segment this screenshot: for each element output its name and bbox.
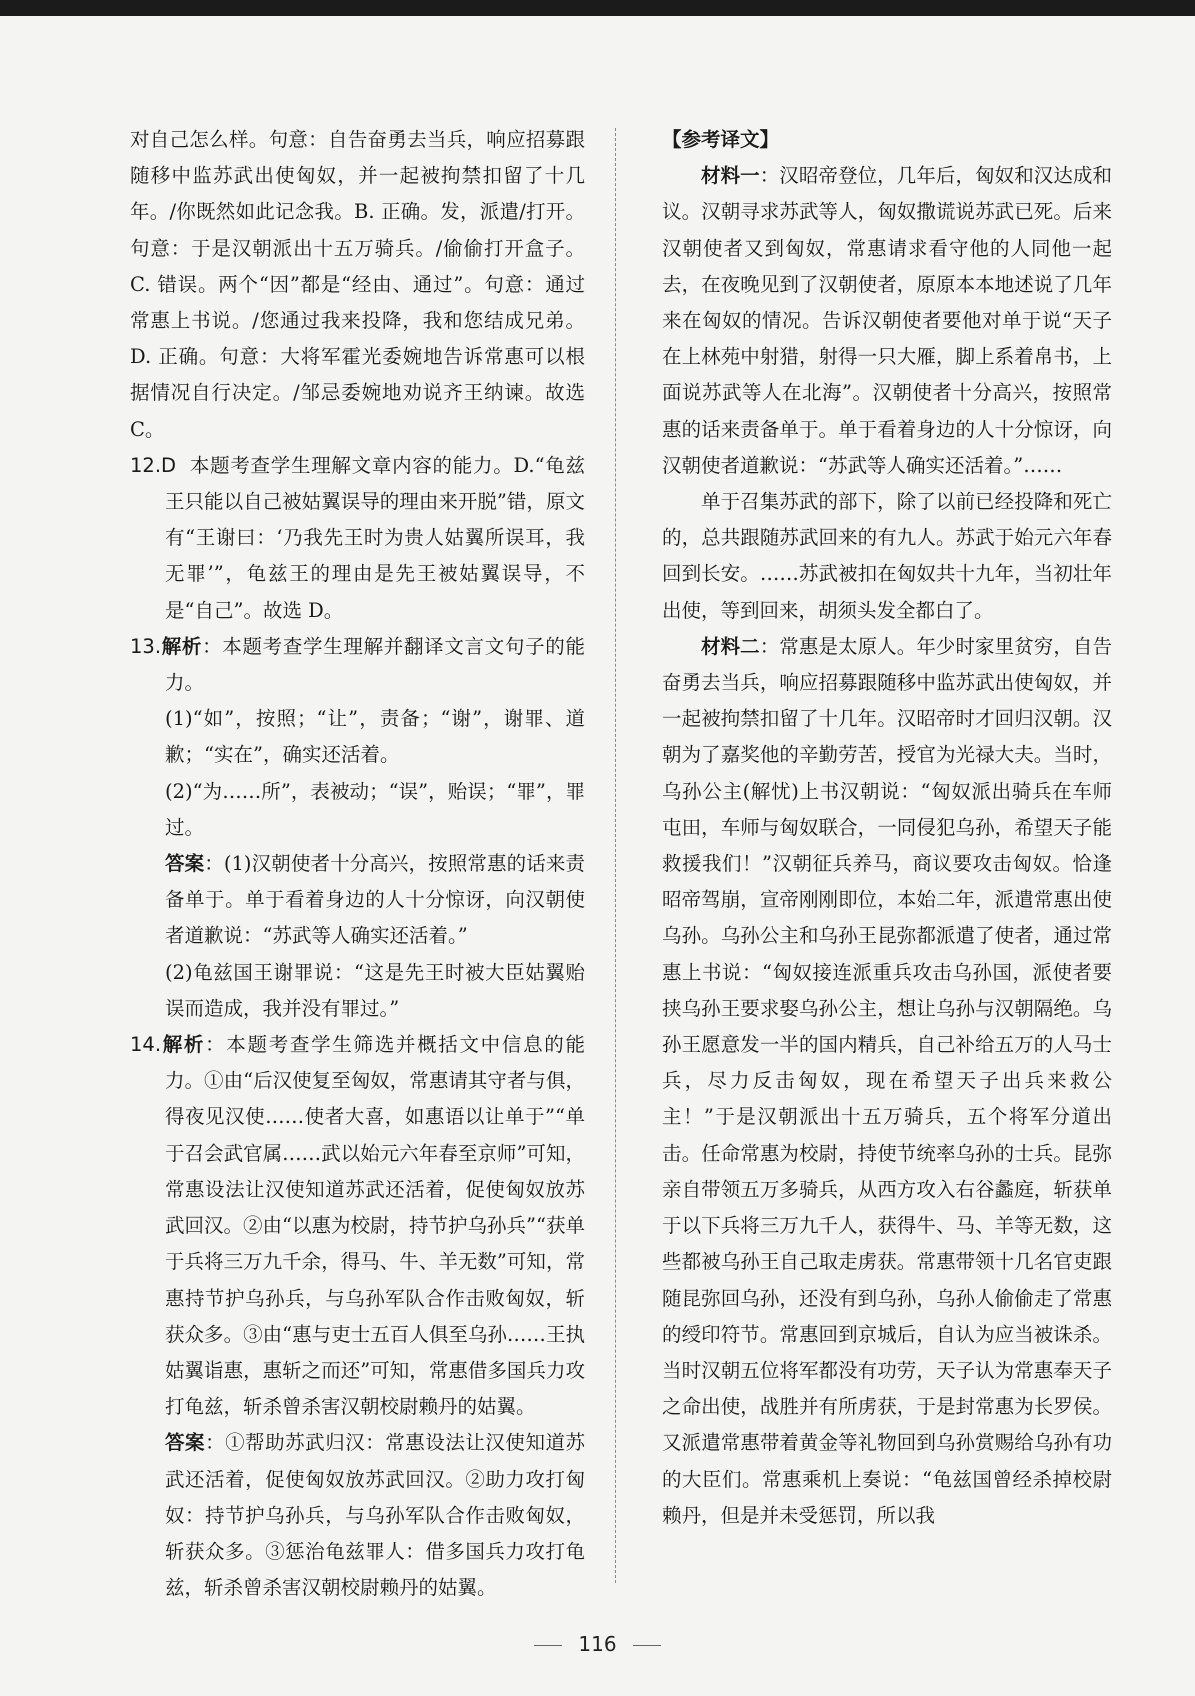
- material-1-text: ：汉昭帝登位，几年后，匈奴和汉达成和议。汉朝寻求苏武等人，匈奴撒谎说苏武已死。后来汉朝使者又到匈奴，常惠请求看守他的人同他一起去，在夜晚见到了汉朝使者，原原本本地述说了几年来在匈奴的情况。告诉汉朝使者要他对单于说“天子在上林苑中射猎，射得一只大雁，脚上系着帛书，上面说苏武等人在北海”。汉朝使者十分高兴，按照常惠的话来责备单于。单于看着身边的人十分惊讶，向汉朝使者道歉说：“苏武等人确实还活着。”……: [662, 164, 1112, 477]
- material-2-text: ：常惠是太原人。年少时家里贫穷，自告奋勇去当兵，响应招募跟随移中监苏武出使匈奴，并一起被拘禁扣留了十几年。汉昭帝时才回归汉朝。汉朝为了嘉奖他的辛勤劳苦，授官为光禄大夫。当时，乌孙公主(解忧)上书汉朝说：“匈奴派出骑兵在车师屯田，车师与匈奴联合，一同侵犯乌孙，希望天子能救援我们！”汉朝征兵养马，商议要攻击匈奴。恰逢昭帝驾崩，宣帝刚刚即位，本始二年，派遣常惠出使乌孙。乌孙公主和乌孙王昆弥都派遣了使者，通过常惠上书说：“匈奴接连派重兵攻击乌孙国，派使者要挟乌孙王要求娶乌孙公主，想让乌孙与汉朝隔绝。乌孙王愿意发一半的国内精兵，自己补给五万的人马士兵，尽力反击匈奴，现在希望天子出兵来救公主！”于是汉朝派出十五万骑兵，五个将军分道出击。任命常惠为校尉，持使节统率乌孙的士兵。昆弥亲自带领五万多骑兵，从西方攻入右谷蠡庭，斩获单于以下兵将三万九千人，获得牛、马、羊等无数，这些都被乌孙王自己取走虏获。常惠带领十几名官吏跟随昆弥回乌孙，还没有到乌孙，乌孙人偷偷走了常惠的绶印符节。常惠回到京城后，自认为应当被诛杀。当时汉朝五位将军都没有功劳，天子认为常惠奉天子之命出使，战胜并有所虏获，于是封常惠为长罗侯。又派遣常惠带着黄金等礼物回到乌孙赏赐给乌孙有功的大臣们。常惠乘机上奏说：“龟兹国曾经杀掉校尉赖丹，但是并未受惩罚，所以我: [662, 634, 1112, 1527]
- column-divider: [615, 128, 616, 1583]
- question-12: [130, 448, 585, 629]
- q13-number: 13.: [130, 634, 162, 658]
- q12-answer-letter: D: [161, 453, 177, 477]
- q13-answer: [130, 846, 585, 955]
- q12-text: 本题考查学生理解文章内容的能力。D.“龟兹王只能以自己被姑翼误导的理由来开脱”错，原文有“王谢曰：‘乃我先王时为贵人姑翼所误耳，我无罪’”，龟兹王的理由是先王被姑翼误导，不是“自己”。故选 D。: [165, 453, 585, 622]
- q13-analysis-label: 解析: [161, 634, 203, 658]
- question-13-analysis: [130, 629, 585, 701]
- left-column: [130, 122, 585, 1606]
- footer-dash-right: [633, 1645, 661, 1646]
- q13-answer-label: 答案: [165, 852, 205, 876]
- material-2-para: [662, 629, 1112, 1534]
- q13-point-1: (1)“如”，按照；“让”，责备；“谢”，谢罪、道歉；“实在”，确实还活着。: [165, 707, 585, 767]
- footer-dash-left: [534, 1645, 562, 1646]
- q12-number: 12.: [130, 453, 162, 477]
- q13-point-2: (2)“为……所”，表被动；“误”，贻误；“罪”，罪过。: [165, 779, 585, 839]
- q14-answer-text: ：①帮助苏武归汉：常惠设法让汉使知道苏武还活着，促使匈奴放苏武回汉。②助力攻打匈奴：持节护乌孙兵，与乌孙军队合作击败匈奴，斩获众多。③惩治龟兹罪人：借多国兵力攻打龟兹，斩杀曾杀害汉朝校尉赖丹的姑翼。: [165, 1431, 585, 1600]
- q13-answer-2: (2)龟兹国王谢罪说：“这是先王时被大臣姑翼贻误而造成，我并没有罪过。”: [165, 960, 585, 1020]
- material-2-label: 材料二: [701, 634, 760, 658]
- q14-number: 14.: [130, 1033, 162, 1057]
- material-1-para-2: 单于召集苏武的部下，除了以前已经投降和死亡的，总共跟随苏武回来的有九人。苏武于始元六年春回到长安。……苏武被扣在匈奴共十九年，当初壮年出使，等到回来，胡须头发全都白了。: [662, 490, 1112, 622]
- material-1-para-1: [662, 158, 1112, 484]
- page-number-footer: [0, 1632, 1195, 1656]
- q14-answer-label: 答案: [165, 1431, 206, 1455]
- material-1-label: 材料一: [701, 164, 760, 188]
- question-14-analysis: [130, 1027, 585, 1425]
- q14-answer: [130, 1425, 585, 1606]
- reference-translation-title: 【参考译文】: [662, 128, 780, 151]
- scan-top-border: [0, 0, 1195, 16]
- page-number: 116: [578, 1632, 617, 1656]
- q14-analysis-text: ：本题考查学生筛选并概括文中信息的能力。①由“后汉使复至匈奴，常惠请其守者与俱，得夜见汉使……使者大喜，如惠语以让单于”“单于召会武官属……武以始元六年春至京师”可知，常惠设法让汉使知道苏武还活着，促使匈奴放苏武回汉。②由“以惠为校尉，持节护乌孙兵”“获单于兵将三万九千余，得马、牛、羊无数”可知，常惠持节护乌孙兵，与乌孙军队合作击败匈奴，斩获众多。③由“惠与吏士五百人俱至乌孙……王执姑翼诣惠，惠斩之而还”可知，常惠借多国兵力攻打龟兹，斩杀曾杀害汉朝校尉赖丹的姑翼。: [165, 1033, 585, 1419]
- q11-continuation: 对自己怎么样。句意：自告奋勇去当兵，响应招募跟随移中监苏武出使匈奴，并一起被拘禁扣留了十几年。/你既然如此记念我。B. 正确。发，派遣/打开。句意：于是汉朝派出十五万骑兵。/偷偷打开盒子。C. 错误。两个“因”都是“经由、通过”。句意：通过常惠上书说。/您通过我来投降，我和您结成兄弟。D. 正确。句意：大将军霍光委婉地告诉常惠可以根据情况自行决定。/邹忌委婉地劝说齐王纳谏。故选 C。: [130, 128, 585, 441]
- q13-answer-1: ：(1)汉朝使者十分高兴，按照常惠的话来责备单于。单于看着身边的人十分惊讶，向汉朝使者道歉说：“苏武等人确实还活着。”: [165, 852, 585, 948]
- q13-intro: ：本题考查学生理解并翻译文言文句子的能力。: [165, 634, 585, 695]
- right-column: [662, 122, 1112, 1534]
- q14-analysis-label: 解析: [161, 1033, 206, 1057]
